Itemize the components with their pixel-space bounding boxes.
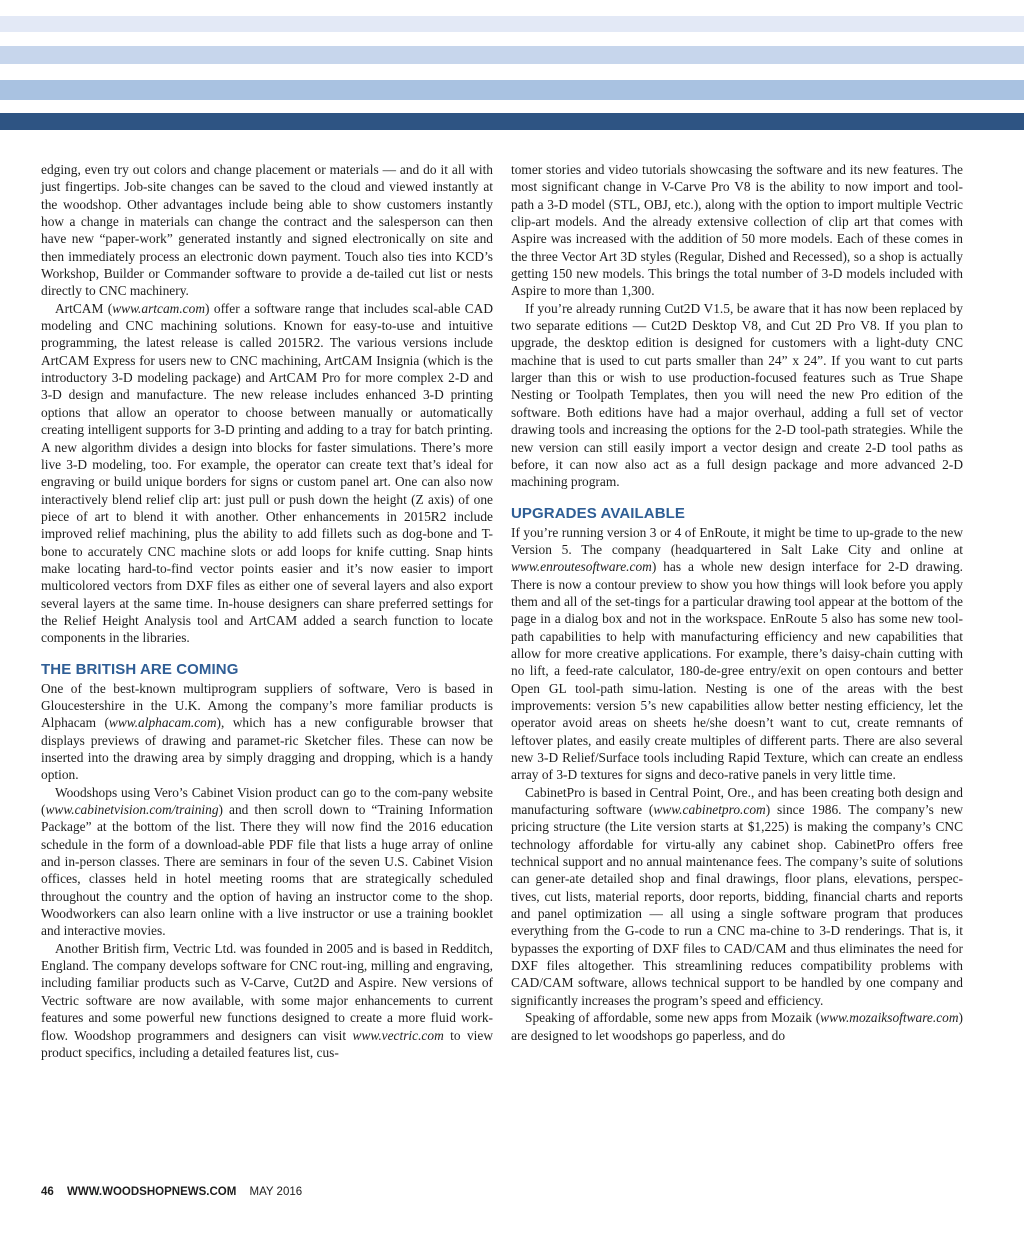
paragraph: tomer stories and video tutorials showcasing the software and its new features. The most significant change in V-Carve Pro V8 is the ability to now import and tool-path a 3-D model (STL, OBJ, etc.), along with the option to import multiple Vectric clip-art models. And the already extensive collection of clip art that comes with Aspire was increased with the addition of 50 more models. Each of these comes in the three Vector Art 3D styles (Regular, Dished and Recessed), so a shop is actually getting 150 new models. This brings the total number of 3-D models included with Aspire to more than 1,300.: [511, 162, 963, 299]
vectric-link[interactable]: www.vectric.com: [352, 1027, 444, 1043]
paragraph: One of the best-known multiprogram suppliers of software, Vero is based in Gloucestershire in the U.K. Among the company’s more familiar products is Alphacam (www.alphacam.com), which has a new configurable browser that displays previews of drawing and paramet-ric Sketcher files. These can now be inserted into the drawing area by simply dragging and dropping, which is a handy option.: [41, 680, 493, 783]
page-number: 46: [41, 1186, 54, 1198]
left-column: [41, 161, 493, 1061]
paragraph: If you’re already running Cut2D V1.5, be aware that it has now been replaced by two separate editions — Cut2D Desktop V8, and Cut 2D Pro V8. If you plan to upgrade, the desktop edition is designed for customers with a light-duty CNC machine that is used to cut parts smaller than 24” x 24”. If you want to cut parts larger than this or wish to use production-focused features such as True Shape Nesting or Toolpath Templates, then you will need the new Pro edition of the software. Both editions have had a major overhaul, adding a full set of vector drawing tools and increasing the options for the 2-D tool-path strategies. While the new version can still easily import a vector design and create 2-D tool paths as before, it can now also act as a full design package and more advanced 2-D machining program.: [511, 300, 963, 490]
paragraph: Another British firm, Vectric Ltd. was founded in 2005 and is based in Redditch, England. The company develops software for CNC rout-ing, milling and engraving, including familiar products such as V-Carve, Cut2D and Aspire. New versions of Vectric software are now available, with some major enhancements to current features and some powerful new functions designed to create a more fluid work-flow. Woodshop programmers and designers can visit www.vectric.com to view product specifics, including a detailed features list, cus-: [41, 940, 494, 1060]
header-band-4: [0, 113, 1024, 130]
mozaik-link[interactable]: www.mozaiksoftware.com: [820, 1010, 959, 1026]
header-band-1: [0, 16, 1024, 32]
paragraph: ArtCAM (www.artcam.com) offer a software range that includes scal-able CAD modeling and CNC machining solutions. Known for easy-to-use and intuitive programming, the latest release is called 2015R2. The various versions include ArtCAM Express for users new to CNC machining, ArtCAM Insignia (which is the introductory 3-D modeling package) and ArtCAM Pro for more complex 2-D and 3-D design and manufacture. The new release includes enhanced 3-D printing options that allow an operator to choose between manually or automatically creating intelligent supports for 3-D printing and adding to a tray for batch printing. A new algorithm divides a design into blocks for faster simulations. There’s more live 3-D modeling, too. For example, the operator can create text that’s ideal for engraving or build unique borders for signs or custom panel art. One can also now interactively blend relief clip art: just pull or push down the height (Z axis) of one piece of art to blend it with another. Other enhancements in 2015R2 include improved relief machining, plus the ability to add fillets such as dog-bone and T-bone to accurately CNC machine slots or add loops for knife cutting. Snap hints make locating hard-to-find vector points easier and it’s now easier to import multicolored vectors from DXF files as either one of several layers and also export several layers at the same time. In-house designers can share preferred settings for the Relief Height Analysis tool and ArtCAM added a search function to locate components in the libraries.: [41, 300, 493, 646]
paragraph: If you’re running version 3 or 4 of EnRoute, it might be time to up-grade to the new Version 5. The company (headquartered in Salt Lake City and online at www.enroutesoftware.com) has a whole new design interface for 2-D drawing. There is now a contour preview to show you how things will look before you apply them and all of the set-tings for a particular drawing tool appear at the bottom of the page in a dialog box and not in the workspace. EnRoute 5 also has some new tool-path capabilities to help with manufacturing efficiency and new capabilities that allow for more creative applications. For example, there’s daisy-chain cutting with no lift, a feed-rate calculator, 180-de-gree entry/exit on open contours and better Open GL tool-path simu-lation. Nesting is one of the areas with the best improvements: version 5’s new capabilities allow better nesting efficiency, let the operator avoid areas on sheets he/she doesn’t want to cut, create remnants of leftover plates, and easily create multiples of different parts. There are also several new 3-D Relief/Surface tools including Rapid Texture, which can create an endless array of 3-D textures for signs and deco-rative panels in very little time.: [511, 524, 963, 783]
header-band-3: [0, 80, 1024, 100]
cabinetvision-link[interactable]: www.cabinetvision.com/training: [45, 802, 219, 818]
right-column: [511, 161, 963, 1044]
paragraph: CabinetPro is based in Central Point, Ore., and has been creating both design and manufacturing software (www.cabinetpro.com) since 1986. The company’s new pricing structure (the Lite version starts at $1,225) is making the company’s CNC technology affordable for virtu-ally any cabinet shop. CabinetPro offers free technical support and no annual maintenance fees. The company’s suite of solutions can gener-ate detailed shop and final drawings, floor plans, elevations, perspec-tives, cut lists, material reports, door reports, bidding, financial charts and reports and panel optimization — all using a single software program that produces everything from the G-code to run a CNC ma-chine to 3-D renderings. That is, it bypasses the exporting of DXF files to CAD/CAM and thus eliminates the need for DXF files altogether. This streamlining reduces compatibility problems with CAD/CAM software, allows technical support to be handled by one company and significantly increases the program’s speed and efficiency.: [511, 784, 963, 1008]
page-footer: [41, 1186, 312, 1198]
paragraph: edging, even try out colors and change placement or materials — and do it all with just fingertips. Job-site changes can be saved to the cloud and viewed instantly at the woodshop. Other advantages include being able to show customers instantly how a change in materials can change the contract and the salesperson can then have new “paper-work” generated instantly and signed electronically on site and then immediately process an electronic down payment. Touch also ties into KCD’s Workshop, Builder or Commander software to provide a de-tailed cut list or nests directly to CNC machinery.: [41, 162, 493, 299]
section-heading: THE BRITISH ARE COMING: [41, 660, 239, 678]
issue-date: MAY 2016: [249, 1186, 303, 1198]
cabinetpro-link[interactable]: www.cabinetpro.com: [653, 802, 766, 818]
header-band-2: [0, 46, 1024, 64]
paragraph: Woodshops using Vero’s Cabinet Vision product can go to the com-pany website (www.cabinetvision.com/training) and then scroll down to “Training Information Package” at the bottom of the list. There they will now find the 2016 education schedule in the form of a download-able PDF file that lists a huge array of online and in-person classes. There are seminars in four of the seven U.S. Cabinet Vision offices, classes held in hotel meeting rooms that are strategically scheduled throughout the country and the option of having an instructor come to the shop. Woodworkers can also learn online with a live instructor or use a training booklet and interactive movies.: [41, 784, 493, 939]
paragraph: Speaking of affordable, some new apps from Mozaik (www.mozaiksoftware.com) are designed to let woodshops go paperless, and do: [511, 1010, 963, 1043]
alphacam-link[interactable]: www.alphacam.com: [108, 715, 217, 731]
website-link[interactable]: WWW.WOODSHOPNEWS.COM: [67, 1186, 237, 1198]
enroute-link[interactable]: www.enroutesoftware.com: [511, 559, 652, 575]
artcam-link[interactable]: www.artcam.com: [112, 300, 205, 316]
section-heading: UPGRADES AVAILABLE: [511, 504, 686, 522]
